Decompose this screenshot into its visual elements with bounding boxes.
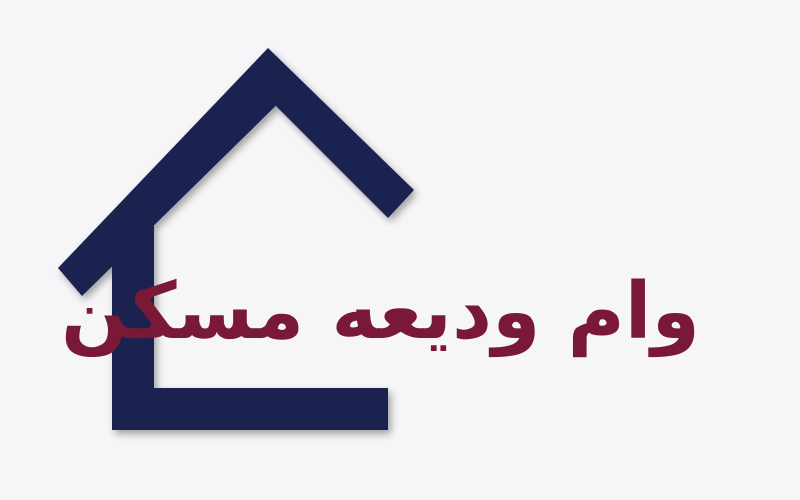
loan-title: وام ودیعه مسکن [60,267,700,357]
house-outline [58,48,414,430]
